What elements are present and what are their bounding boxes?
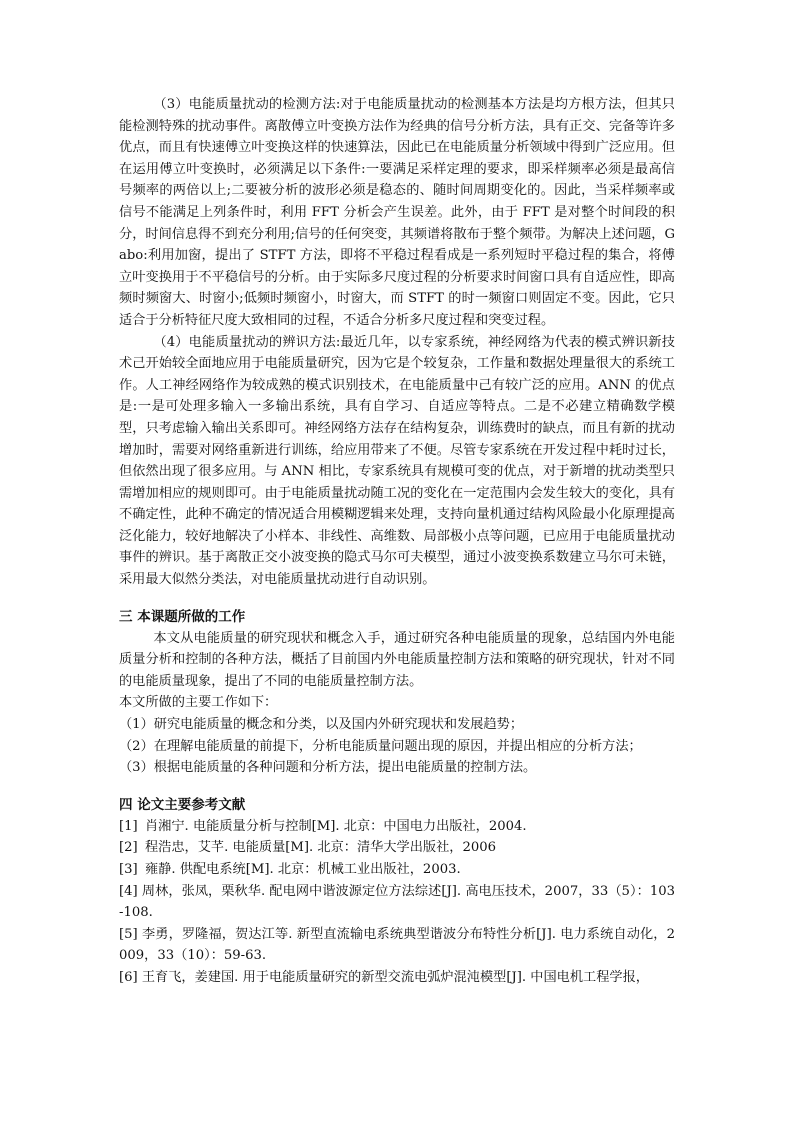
reference-text: 周林，张凤，栗秋华. 配电网中谐波源定位方法综述[J]. 高电压技术，2007，33（5）：103-108. <box>119 883 675 921</box>
section-gap <box>119 591 675 606</box>
reference-item <box>119 881 675 924</box>
reference-text: 雍静. 供配电系统[M]. 北京：机械工业出版社，2003. <box>145 862 461 877</box>
document-page <box>119 94 675 989</box>
reference-number: [6] <box>119 969 142 985</box>
paragraph-work-intro: 本文从电能质量的研究现状和概念入手，通过研究各种电能质量的现象，总结国内外电能质量分析和控制的各种方法，概括了目前国内外电能质量控制方法和策略的研究现状，针对不同的电能质量现象，提出了不同的电能质量控制方法。 <box>119 630 675 689</box>
paragraph-identification-methods: （4）电能质量扰动的辨识方法:最近几年，以专家系统，神经网络为代表的模式辨识新技术己开始较全面地应用于电能质量研究，因为它是个较复杂，工作量和数据处理量很大的系统工作。人工神经网络作为较成熟的模式识别技术，在电能质量中己有较广泛的应用。ANN 的优点是:一是可处理多输入一多输出系统，具有自学习、自适应等特点。二是不必建立精确数学模型，只考虑输入输出关系即可。神经网络方法存在结构复杂，训练费时的缺点，而且有新的扰动增加时，需要对网络重新进行训练，给应用带来了不便。尽管专家系统在开发过程中耗时过长，但依然出现了很多应用。与 ANN 相比，专家系统具有规模可变的优点，对于新增的扰动类型只需增加相应的规则即可。由于电能质量扰动随工况的变化在一定范围内会发生较大的变化，具有不确定性，此种不确定的情况适合用模糊逻辑来处理，支持向量机通过结构风险最小化原理提高泛化能力，较好地解决了小样本、非线性、高维数、局部极小点等问题，已应用于电能质量扰动事件的辨识。基于离散正交小波变换的隐式马尔可夫模型，通过小波变换系数建立马尔可未链，采用最大似然分类法，对电能质量扰动进行自动识别。 <box>119 334 675 588</box>
reference-number: [5] <box>119 926 142 942</box>
reference-item <box>119 967 675 989</box>
work-item-2: （2）在理解电能质量的前提下，分析电能质量问题出现的原因，并提出相应的分析方法； <box>119 738 642 754</box>
reference-item <box>119 924 675 967</box>
reference-number: [3] <box>119 862 138 877</box>
section-heading-references: 四 论文主要参考文献 <box>119 796 246 813</box>
work-lead: 本文所做的主要工作如下： <box>119 695 278 711</box>
work-item-3: （3）根据电能质量的各种问题和分析方法，提出电能质量的控制方法。 <box>119 760 537 776</box>
reference-text: 王育飞，姜建国. 用于电能质量研究的新型交流电弧炉混沌模型[J]. 中国电机工程学报， <box>141 969 649 985</box>
reference-text: 李勇，罗隆福，贺达江等. 新型直流输电系统典型谐波分布特性分析[J]. 电力系统自动化，2009，33（10）：59-63. <box>119 926 675 964</box>
reference-number: [2] <box>119 840 138 856</box>
section-gap <box>119 779 675 794</box>
reference-item <box>119 837 675 859</box>
paragraph-detection-methods: （3）电能质量扰动的检测方法:对于电能质量扰动的检测基本方法是均方根方法，但其只能检测特殊的扰动事件。离散傅立叶变换方法作为经典的信号分析方法，具有正交、完备等许多优点，而且有快速傅立叶变换这样的快速算法，因此已在电能质量分析领域中得到广泛应用。但在运用傅立叶变换时，必须满足以下条件:一要满足采样定理的要求，即采样频率必须是最高信号频率的两倍以上;二要被分析的波形必须是稳态的、随时间周期变化的。因此，当采样频率或信号不能满足上列条件时，利用 FFT 分析会产生误差。此外，由于 FFT 是对整个时间段的积分，时间信息得不到充分利用;信号的任何突变，其频谱将散布于整个频带。为解决上述问题，Gabo:利用加窗，提出了 STFT 方法，即将不平稳过程看成是一系列短时平稳过程的集合，将傅立叶变换用于不平稳信号的分析。由于实际多尺度过程的分析要求时间窗口具有自适应性，即高频时频窗大、时窗小;低频时频窗小，时窗大，而 STFT 的时一频窗口则固定不变。因此，它只适合于分析特征尺度大致相同的过程，不适合分析多尺度过程和突变过程。 <box>119 97 675 328</box>
reference-item <box>119 816 675 838</box>
reference-number: [4] <box>119 883 142 899</box>
reference-number: [1] <box>119 818 138 834</box>
reference-text: 肖湘宁. 电能质量分析与控制[M]. 北京：中国电力出版社，2004. <box>145 818 527 834</box>
section-heading-work: 三 本课题所做的工作 <box>119 608 246 625</box>
reference-item <box>119 859 675 881</box>
reference-text: 程浩忠，艾芊. 电能质量[M]. 北京：清华大学出版社，2006 <box>145 840 497 856</box>
work-item-1: （1）研究电能质量的概念和分类，以及国内外研究现状和发展趋势； <box>119 717 524 733</box>
